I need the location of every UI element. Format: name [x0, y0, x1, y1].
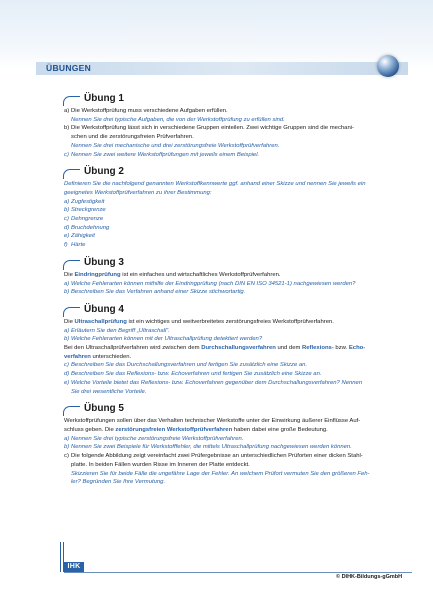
line-text: schen und die zerstörungsfreien Prüfverfahren.: [71, 134, 194, 141]
question-text: Nennen Sie zwei Beispiele für Werkstofffehler, die mittels Ultraschallprüfung nachgewiesen werden können.: [71, 444, 352, 451]
question-text: Nennen Sie zwei weitere Werkstoffprüfungen mit jeweils einem Beispiel.: [71, 151, 260, 158]
question-text: geeignetes Werkstoffprüfverfahren zu ihrer Bestimmung:: [64, 189, 212, 196]
exercise-line: [64, 327, 400, 336]
exercise-bracket: [63, 96, 80, 106]
exercise-line: [64, 361, 400, 370]
item-label: c): [64, 362, 69, 369]
question-text: Beschreiben Sie das Durchschallungsverfahren und fertigen Sie zusätzlich eine Skizze an.: [71, 362, 308, 369]
decorative-orb-icon: [377, 55, 399, 77]
line-text: bzw.: [333, 345, 349, 352]
exercise-5: [64, 402, 400, 487]
line-text: platte. In beiden Fällen wurden Risse im Inneren der Platte entdeckt.: [71, 461, 250, 468]
item-label: a): [64, 280, 70, 287]
footer-rule: [64, 572, 412, 573]
exercise-line: [64, 344, 400, 353]
exercise-line: [64, 335, 400, 344]
exercise-line: [64, 241, 400, 250]
line-text: Die: [64, 318, 75, 325]
exercise-line: [64, 417, 400, 426]
highlighted-term: Eindringprüfung: [74, 271, 121, 278]
line-text: Die Werkstoffprüfung muss verschiedene Aufgaben erfüllen.: [71, 108, 228, 114]
exercise-line: [64, 461, 400, 470]
line-text: schluss geben. Die: [64, 426, 116, 433]
exercise-line: [64, 370, 400, 379]
line-text: Bei den Ultraschallprüfverfahren wird zwischen dem: [64, 345, 202, 352]
item-label: f): [64, 242, 68, 249]
exercise-line: [64, 189, 400, 198]
line-text: Die folgende Abbildung zeigt vereinfacht zwei Prüfergebnisse an unterschiedlichen Prüforten einer dicken Stahl-: [71, 453, 363, 460]
question-text: Beschreiben Sie das Verfahren anhand einer Skizze stichwortartig.: [71, 289, 246, 296]
exercise-line: [64, 180, 400, 189]
exercise-line: [64, 435, 400, 444]
item-label: e): [64, 379, 70, 386]
exercise-body: [64, 271, 400, 297]
item-label: d): [64, 224, 70, 231]
exercise-line: [64, 353, 400, 362]
item-label: a): [64, 108, 70, 114]
question-text: Härte: [71, 242, 86, 249]
item-label: b): [64, 444, 70, 451]
item-label: c): [64, 151, 69, 158]
item-label: a): [64, 327, 70, 334]
item-label: c): [64, 453, 69, 460]
question-text: Skizzieren Sie für beide Fälle die ungefähre Lage der Fehler. An welchem Prüfort vermuten Sie den größeren Feh-: [71, 470, 370, 477]
exercise-3: [64, 256, 400, 297]
ihk-logo: IHK: [64, 562, 84, 572]
item-label: b): [64, 336, 70, 343]
exercise-line: [64, 116, 400, 125]
exercise-line: [64, 280, 400, 289]
exercise-line: [64, 206, 400, 215]
exercise-line: [64, 288, 400, 297]
exercise-title: Übung 3: [84, 256, 124, 268]
question-text: ler? Begründen Sie Ihre Vermutung.: [71, 479, 166, 486]
exercise-line: [64, 151, 400, 160]
exercise-line: [64, 388, 400, 397]
exercise-1: [64, 92, 400, 159]
exercise-line: [64, 215, 400, 224]
exercise-title: Übung 1: [84, 93, 124, 104]
exercise-body: [64, 107, 400, 159]
question-text: Definieren Sie die nachfolgend genannten Werkstoffkennwerte ggf. anhand einer Skizze und nennen Sie jeweils ein: [64, 181, 366, 188]
highlighted-term: verfahren: [64, 353, 91, 360]
highlighted-term: Reflexions-: [302, 345, 334, 352]
exercise-line: [64, 478, 400, 487]
question-text: Sie drei wesentliche Vorteile.: [71, 388, 147, 395]
item-label: a): [64, 435, 70, 442]
page-background: [0, 0, 433, 70]
exercise-line: [64, 470, 400, 479]
question-text: Erläutern Sie den Begriff „Ultraschall“.: [71, 327, 170, 334]
question-text: Zugfestigkeit: [71, 198, 105, 205]
exercise-line: [64, 426, 400, 435]
question-text: Nennen Sie drei typische Aufgaben, die von der Werkstoffprüfung zu erfüllen sind.: [71, 116, 285, 123]
question-text: Nennen Sie drei mechanische und drei zerstörungsfreie Werkstoffprüfverfahren.: [71, 142, 280, 149]
question-text: Dehngrenze: [71, 216, 104, 223]
line-text: Die Werkstoffprüfung lässt sich in verschiedene Gruppen einteilen. Zwei wichtige Gruppen sind die mechani-: [71, 125, 355, 132]
exercise-body: [64, 417, 400, 487]
line-text: ist ein einfaches und wirtschaftliches Werkstoffprüfverfahren.: [120, 271, 281, 278]
item-label: b): [64, 125, 70, 132]
item-label: a): [64, 198, 70, 205]
item-label: c): [64, 216, 69, 223]
exercise-bracket: [63, 169, 80, 179]
line-text: und dem: [275, 345, 303, 352]
highlighted-term: zerstörungsfreien Werkstoffprüfverfahren: [115, 426, 233, 433]
exercise-line: [64, 318, 400, 327]
highlighted-term: Ultraschallprüfung: [74, 318, 127, 325]
exercise-4: [64, 303, 400, 396]
exercise-bracket: [63, 307, 80, 317]
line-text: ist ein wichtiges und weitverbreitetes zerstörungsfreies Werkstoffprüfverfahren.: [126, 318, 334, 325]
exercise-bracket: [63, 260, 80, 270]
exercise-2: [64, 165, 400, 250]
exercise-title: Übung 5: [84, 403, 124, 415]
exercise-line: [64, 133, 400, 142]
line-text: haben dabei eine große Bedeutung.: [232, 426, 328, 433]
question-text: Bruchdehnung: [71, 224, 110, 231]
exercise-line: [64, 224, 400, 233]
highlighted-term: Durchschallungsverfahren: [201, 345, 276, 352]
line-text: unterschieden.: [90, 353, 132, 360]
exercise-bracket: [63, 406, 80, 416]
question-text: Streckgrenze: [71, 207, 106, 214]
exercise-line: [64, 198, 400, 207]
exercise-title: Übung 4: [84, 303, 124, 315]
line-text: Die: [64, 271, 75, 278]
exercises-content: [64, 92, 400, 493]
item-label: b): [64, 289, 70, 296]
item-label: b): [64, 207, 70, 214]
exercise-line: [64, 443, 400, 452]
exercise-line: [64, 124, 400, 133]
exercise-line: [64, 271, 400, 280]
section-title: ÜBUNGEN: [46, 63, 92, 73]
question-text: Nennen Sie drei typische zerstörungsfreie Werkstoffprüfverfahren.: [71, 435, 244, 442]
question-text: Zähigkeit: [71, 233, 95, 240]
exercise-line: [64, 452, 400, 461]
item-label: d): [64, 371, 70, 378]
item-label: e): [64, 233, 70, 240]
exercise-title: Übung 2: [84, 166, 124, 178]
copyright-text: © DIHK-Bildungs-gGmbH: [336, 574, 403, 580]
exercise-line: [64, 379, 400, 388]
exercise-line: [64, 142, 400, 151]
section-header-bar: [36, 62, 408, 75]
question-text: Welche Fehlerarten können mit der Ultraschallprüfung detektiert werden?: [71, 336, 263, 343]
highlighted-term: Echo-: [348, 345, 366, 352]
line-text: Werkstoffprüfungen sollen über das Verhalten technischer Werkstoffe unter der Einwirkung äußerer Einflüsse Auf-: [64, 418, 361, 425]
question-text: Beschreiben Sie das Reflexions- bzw. Echoverfahren und fertigen Sie zusätzlich eine Skizze an.: [71, 371, 322, 378]
question-text: Welche Fehlerarten können mithilfe der Eindringprüfung (nach DIN EN ISO 34521-1) nachgewiesen werden?: [71, 280, 356, 287]
exercise-line: [64, 232, 400, 241]
question-text: Welche Vorteile bietet das Reflexions- bzw. Echoverfahren gegenüber dem Durchschallungsverfahren? Nennen: [71, 379, 363, 386]
exercise-line: [64, 107, 400, 116]
exercise-body: [64, 180, 400, 250]
exercise-body: [64, 318, 400, 396]
